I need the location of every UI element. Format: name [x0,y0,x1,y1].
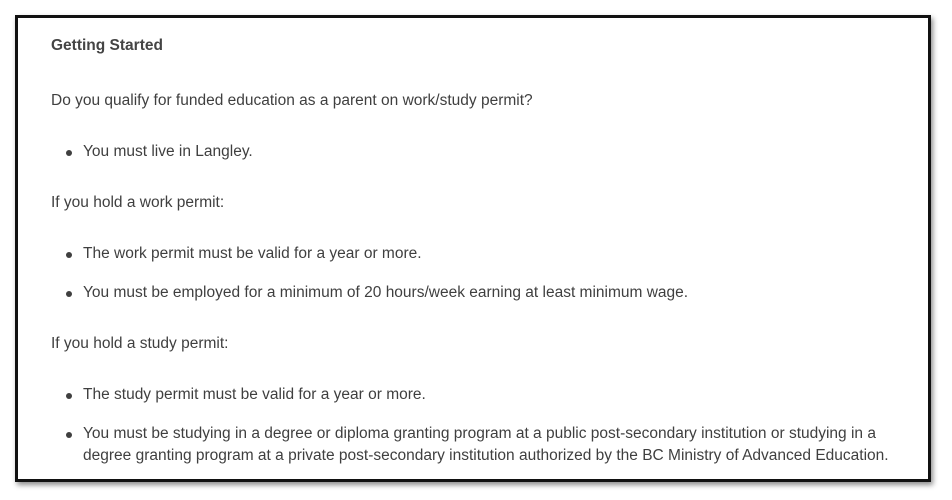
bullet-icon [66,393,72,399]
work-permit-intro: If you hold a work permit: [51,194,225,211]
study-permit-intro: If you hold a study permit: [51,335,229,352]
work-permit-requirements-list [51,243,914,304]
list-item [83,384,914,406]
bullet-icon [66,252,72,258]
list-item [83,282,914,304]
list-item-text: You must live in Langley. [83,143,253,160]
list-item [83,423,914,467]
bullet-icon [66,432,72,438]
list-item-text: The work permit must be valid for a year or more. [83,245,422,262]
intro-question: Do you qualify for funded education as a parent on work/study permit? [51,92,533,109]
panel-content [51,35,914,467]
list-item-text: You must be studying in a degree or diploma granting program at a public post-secondary institution or studying in a degree granting program at a private post-secondary institution authorized by the BC Ministry of Advanced Education. [83,425,889,464]
section-heading: Getting Started [51,37,163,54]
list-item [83,141,914,163]
bullet-icon [66,291,72,297]
general-requirements-list [51,141,914,163]
list-item [83,243,914,265]
list-item-text: You must be employed for a minimum of 20 hours/week earning at least minimum wage. [83,284,689,301]
bullet-icon [66,150,72,156]
study-permit-requirements-list [51,384,914,467]
list-item-text: The study permit must be valid for a year or more. [83,386,426,403]
info-panel [15,15,931,482]
